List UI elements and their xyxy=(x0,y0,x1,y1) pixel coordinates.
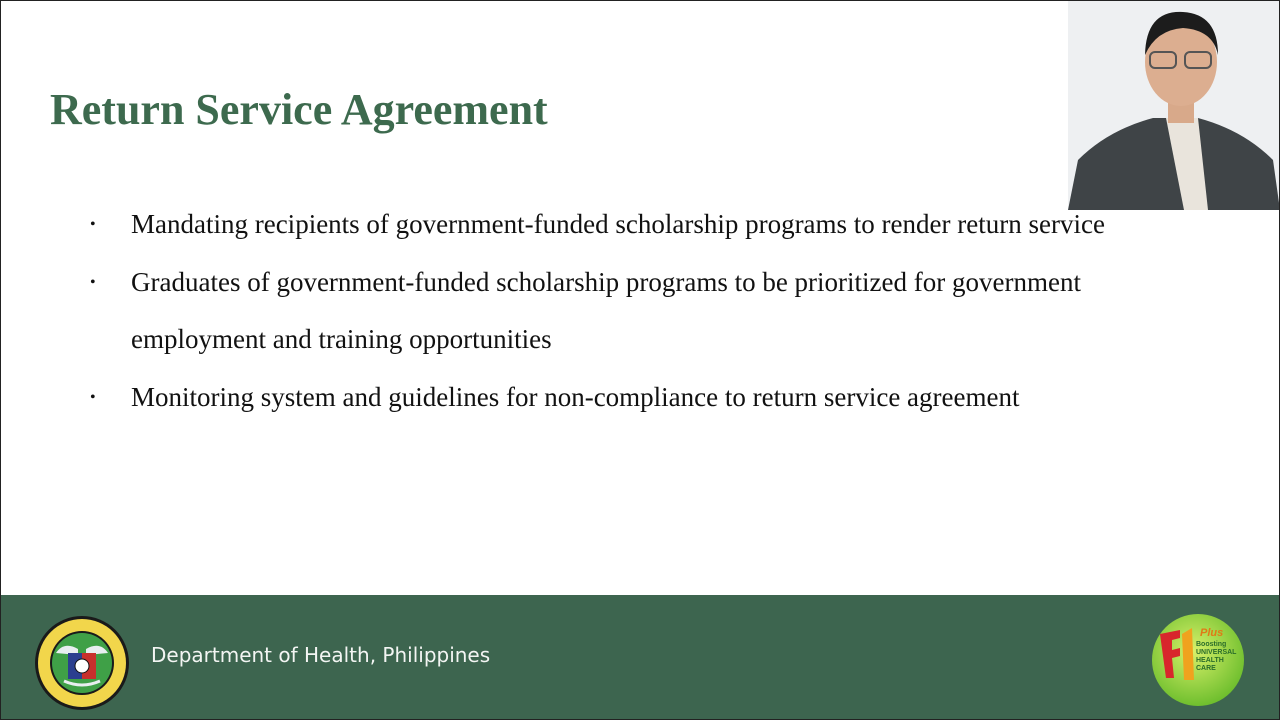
svg-text:UNIVERSAL: UNIVERSAL xyxy=(1196,649,1237,656)
bullet-icon: • xyxy=(90,388,96,406)
bullet-text: Monitoring system and guidelines for non-compliance to return service agreement xyxy=(131,381,1020,412)
presenter-image xyxy=(1068,0,1280,210)
bullet-item xyxy=(90,196,1120,254)
bullet-icon: • xyxy=(90,216,96,233)
svg-text:Plus: Plus xyxy=(1200,627,1224,639)
bullet-list xyxy=(90,196,1120,426)
bullet-item xyxy=(90,254,1120,369)
doh-seal-logo xyxy=(34,615,130,711)
footer-bar xyxy=(0,595,1280,720)
slide-title: Return Service Agreement xyxy=(50,85,548,134)
bullet-text: Graduates of government-funded scholarship programs to be prioritized for government employment and training opportunities xyxy=(131,266,1081,354)
svg-text:HEALTH: HEALTH xyxy=(1196,657,1224,664)
svg-text:CARE: CARE xyxy=(1196,665,1216,672)
bullet-item xyxy=(90,369,1120,427)
organization-name: Department of Health, Philippines xyxy=(151,643,491,667)
presenter-video xyxy=(1068,0,1280,210)
bullet-text: Mandating recipients of government-funded scholarship programs to render return service xyxy=(131,209,1105,239)
bullet-icon: • xyxy=(90,273,96,291)
svg-text:Boosting: Boosting xyxy=(1196,641,1227,648)
f1-plus-uhc-logo xyxy=(1150,612,1246,708)
